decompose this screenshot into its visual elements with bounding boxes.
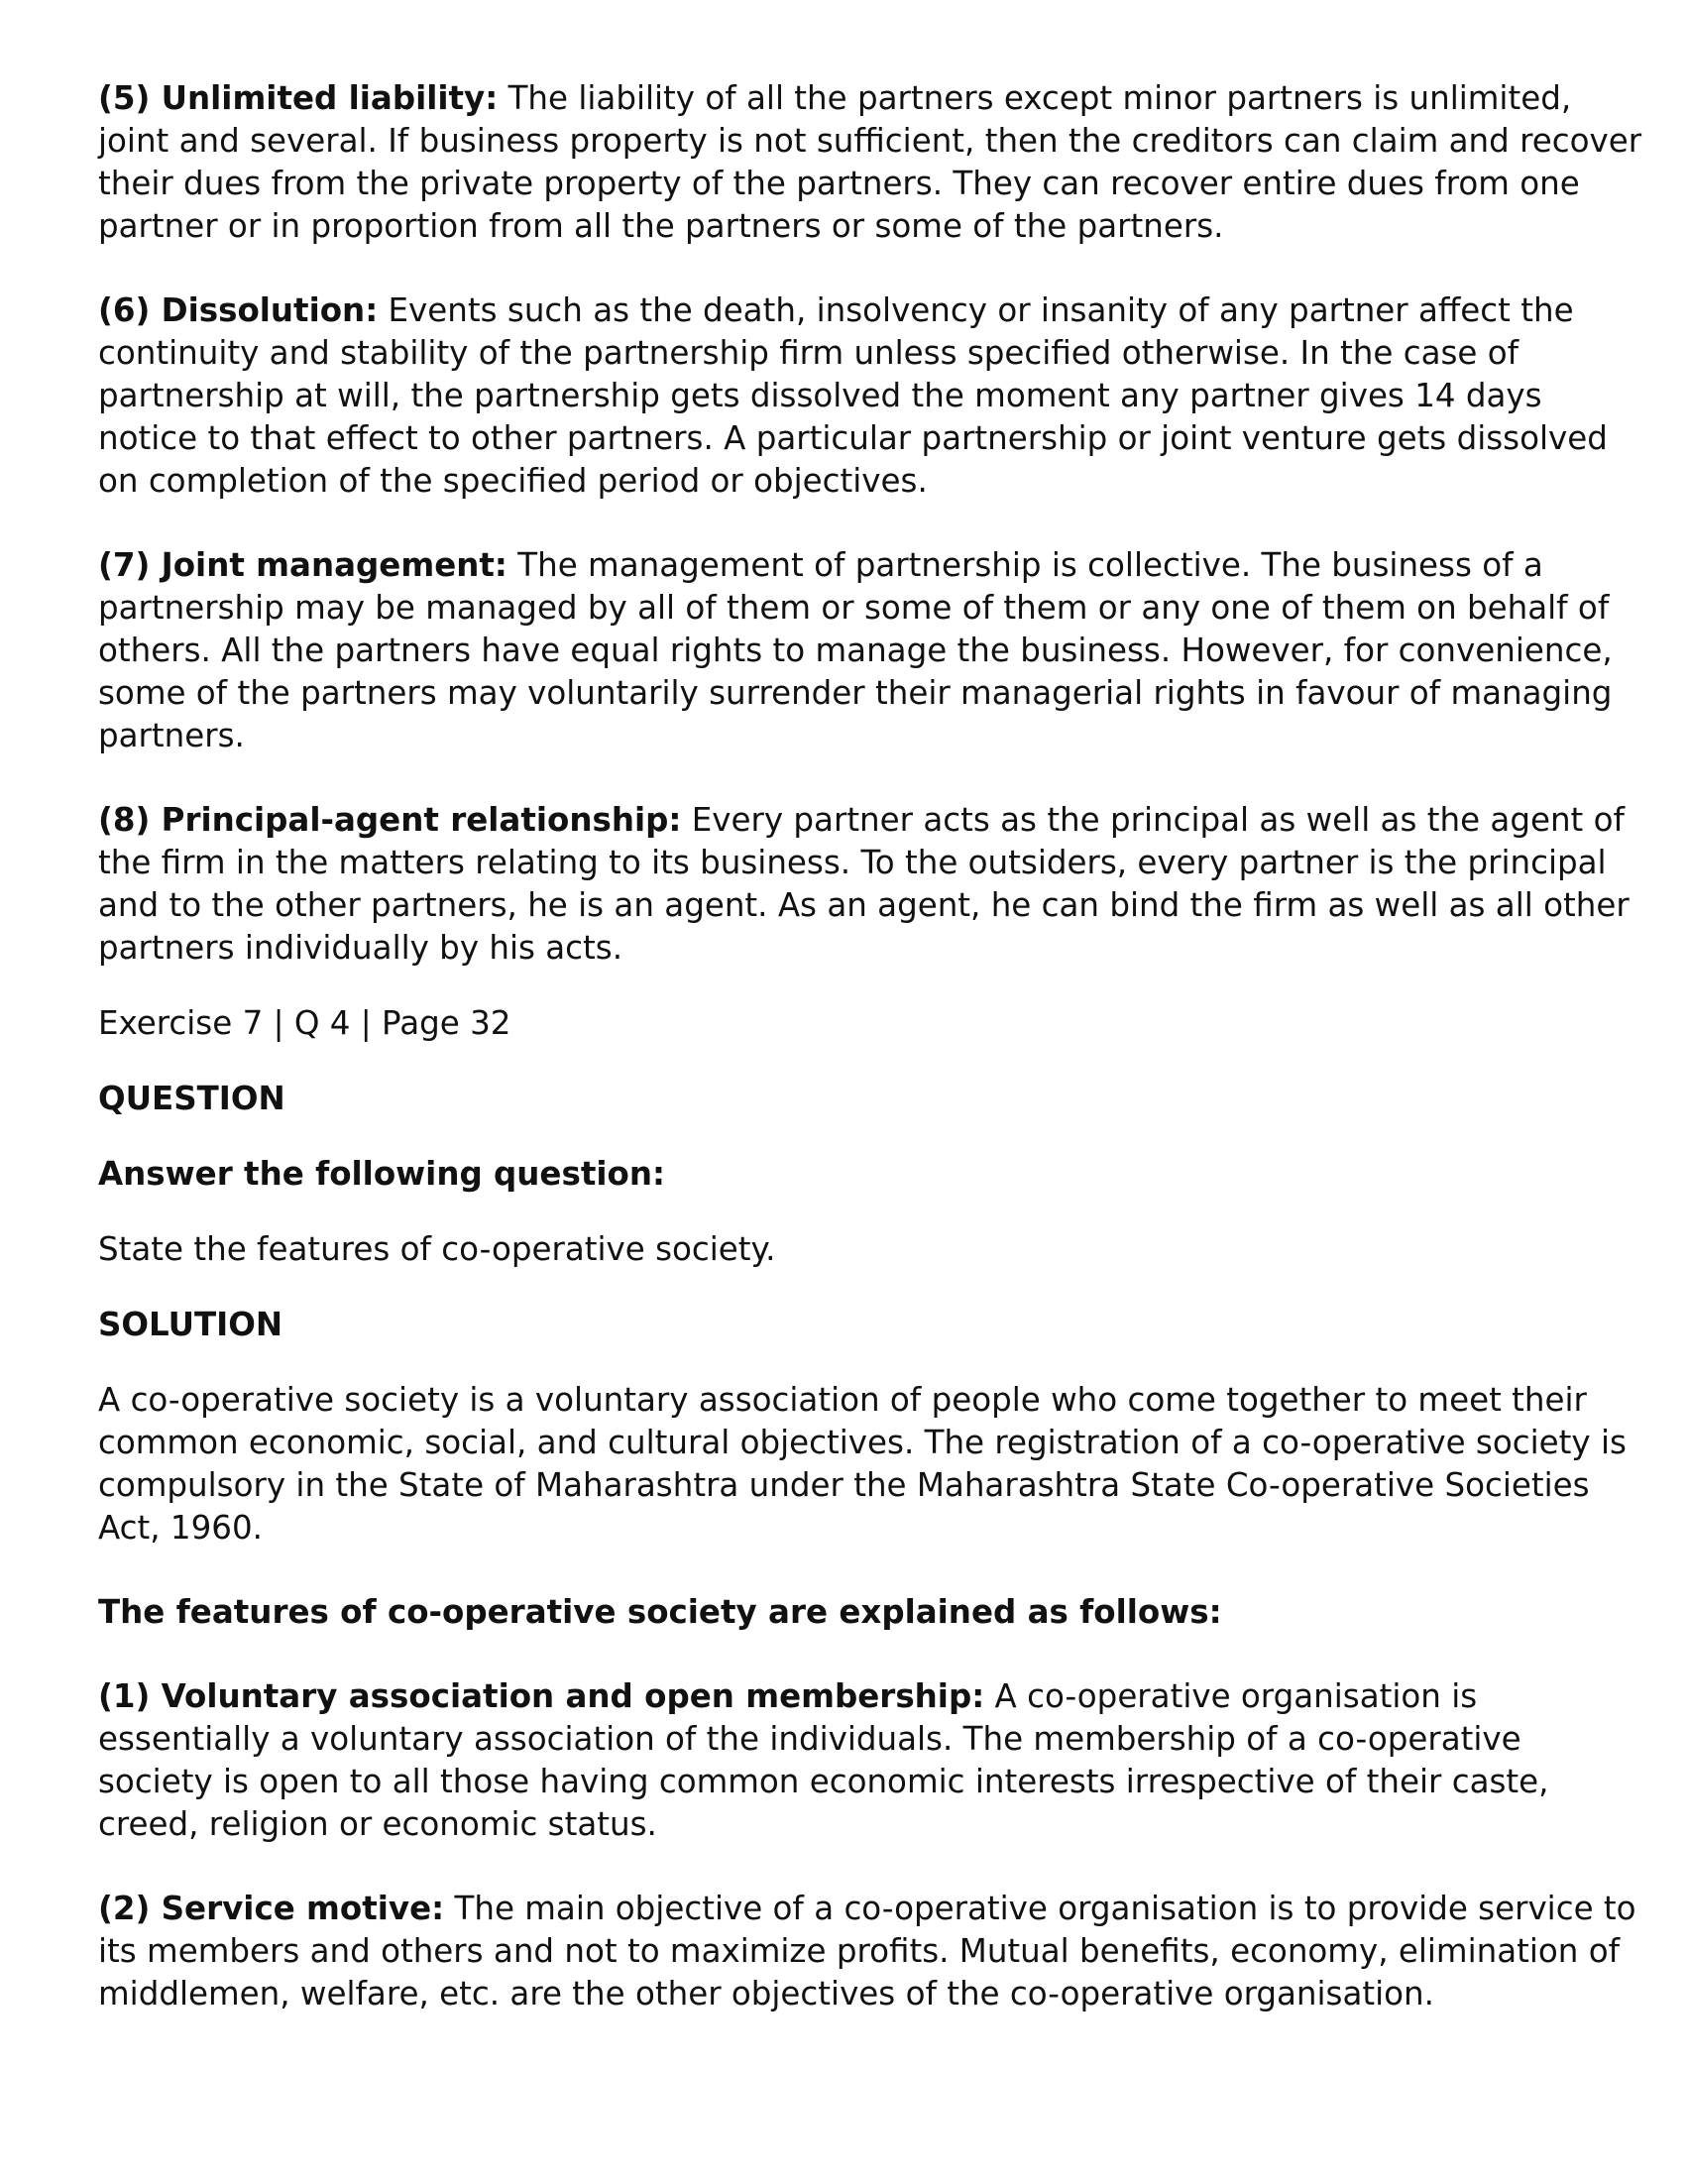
question-instruction: Answer the following question: [98, 1155, 665, 1193]
solution-label: SOLUTION [98, 1306, 283, 1343]
feature-text: Events such as the death, insolvency or insanity of any partner affect the continuity and stability of the partnership firm unless specified otherwise. In the case of partnership at will, the partnership gets dissolved the moment any partner gives 14 days notice to that effect to other partners. A particular partnership or joint venture gets dissolved on completion of the specified period or objectives. [98, 291, 1608, 500]
feature-text: The management of partnership is collective. The business of a partnership may be managed by all of them or some of them or any one of them on behalf of others. All the partners have equal rights to manage the business. However, for convenience, some of the partners may voluntarily surrender their managerial rights in favour of managing partners. [98, 546, 1613, 754]
feature-heading: (5) Unlimited liability: [98, 79, 499, 117]
document-page [98, 77, 1644, 2057]
feature-dissolution [98, 289, 1644, 503]
question-text: State the features of co-operative society. [98, 1230, 776, 1268]
solution-intro: A co-operative society is a voluntary association of people who come together to meet their common economic, social, and cultural objectives. The registration of a co-operative society is compulsory in the State of Maharashtra under the Maharashtra State Co-operative Societies Act, 1960. [98, 1381, 1627, 1547]
feature-text: Every partner acts as the principal as well as the agent of the firm in the matters relating to its business. To the outsiders, every partner is the principal and to the other partners, he is an agent. As an agent, he can bind the firm as well as all other partners individually by his acts. [98, 801, 1630, 967]
feature-text: The main objective of a co-operative organisation is to provide service to its members and others and not to maximize profits. Mutual benefits, economy, elimination of middlemen, welfare, etc. are the other objectives of the co-operative organisation. [98, 1890, 1636, 2012]
feature-heading: (7) Joint management: [98, 546, 507, 584]
feature-heading: (2) Service motive: [98, 1890, 445, 1927]
feature-voluntary-association [98, 1675, 1644, 1846]
feature-heading: (1) Voluntary association and open membership: [98, 1677, 985, 1715]
feature-heading: (6) Dissolution: [98, 291, 379, 329]
exercise-reference: Exercise 7 | Q 4 | Page 32 [98, 1004, 511, 1042]
features-heading: The features of co-operative society are explained as follows: [98, 1593, 1222, 1631]
feature-service-motive [98, 1888, 1644, 2015]
feature-text: The liability of all the partners except minor partners is unlimited, joint and several. If business property is not sufficient, then the creditors can claim and recover their dues from the private property of the partners. They can recover entire dues from one partner or in proportion from all the partners or some of the partners. [98, 79, 1642, 245]
feature-unlimited-liability [98, 77, 1644, 248]
feature-principal-agent [98, 799, 1644, 970]
feature-heading: (8) Principal-agent relationship: [98, 801, 682, 839]
feature-joint-management [98, 544, 1644, 757]
feature-text: A co-operative organisation is essentially a voluntary association of the individuals. The membership of a co-operative society is open to all those having common economic interests irrespective of their caste, creed, religion or economic status. [98, 1677, 1549, 1843]
question-label: QUESTION [98, 1080, 285, 1117]
